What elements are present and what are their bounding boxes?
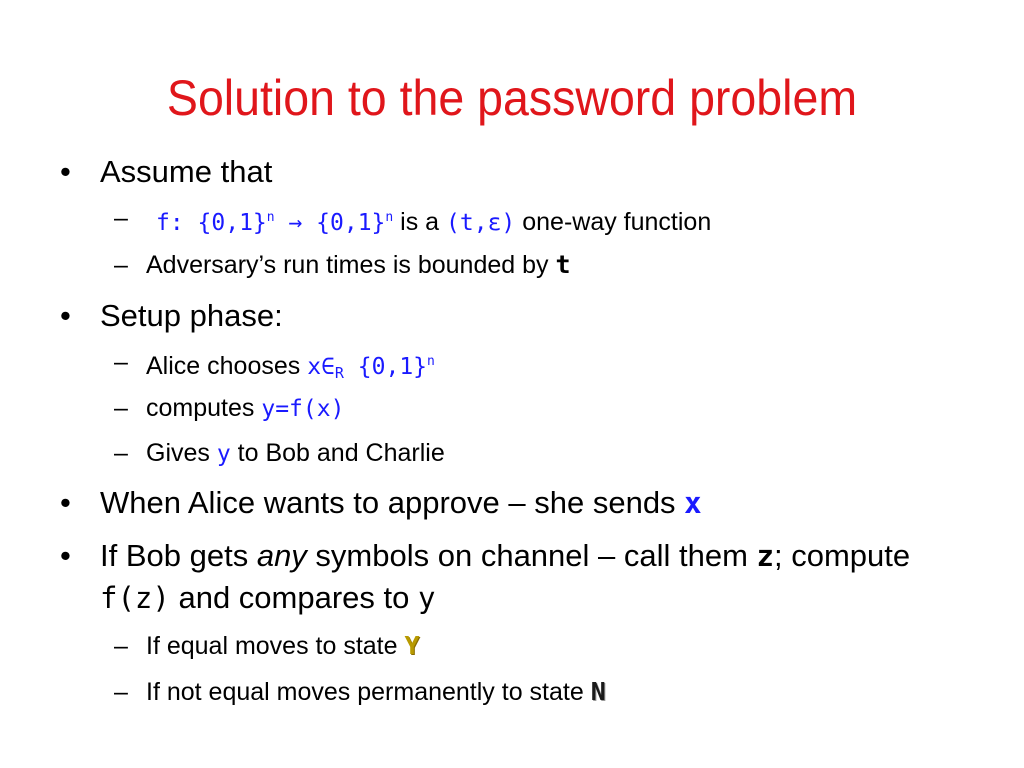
bullet-approve — [60, 483, 702, 523]
bullet-text: Setup phase: — [100, 298, 283, 333]
subitem-text: is a — [400, 208, 447, 236]
emphasis-any: any — [256, 538, 307, 573]
var-z: z — [756, 539, 775, 573]
slide-title: Solution to the password problem — [166, 70, 858, 126]
bullet-text: When Alice wants to approve – she sends — [100, 485, 685, 520]
state-n: N — [590, 677, 606, 706]
subitem-text-tail: one-way function — [515, 208, 712, 236]
dash-icon: – — [114, 204, 128, 232]
var-x: x — [684, 486, 702, 520]
subitem-not-equal — [114, 675, 606, 709]
subitem-text: If not equal moves permanently to state — [146, 678, 591, 706]
subitem-adversary — [114, 248, 571, 282]
dash-icon: – — [114, 632, 128, 660]
bullet-icon: • — [60, 538, 71, 573]
function-signature: f: $\{0,1\}^n \to \{0,1\}^n$ — [156, 210, 394, 236]
state-y: Y — [404, 631, 420, 660]
bullet-text-mid: symbols on channel – call them — [306, 538, 757, 573]
bullet-assume — [60, 152, 273, 192]
bullet-bob-continued — [100, 578, 435, 618]
subitem-computes — [114, 391, 345, 426]
random-choice-expr: $x\in_R$ $\{0,1\}^n$ — [307, 354, 435, 382]
dash-icon: – — [114, 439, 128, 467]
dash-icon: – — [114, 348, 128, 376]
bullet-bob — [60, 536, 911, 576]
time-bound: t — [555, 250, 571, 279]
subitem-gives — [114, 436, 445, 471]
bullet-text: If Bob gets — [100, 538, 257, 573]
var-y: y — [216, 441, 231, 467]
bullet-icon: • — [60, 154, 71, 189]
tepsilon-params: (t,ε) — [446, 210, 516, 236]
subitem-function-def — [114, 201, 712, 240]
subitem-text: Gives — [146, 439, 217, 467]
expr-fz: f(z) — [100, 581, 170, 615]
bullet-setup — [60, 296, 283, 336]
dash-icon: – — [114, 251, 128, 279]
bullet-icon: • — [60, 298, 71, 333]
bullet-text-cmp: and compares to — [169, 580, 418, 615]
subitem-text-tail: to Bob and Charlie — [230, 439, 445, 467]
subitem-alice-chooses — [114, 345, 435, 390]
var-y-compare: y — [417, 581, 436, 615]
bullet-icon: • — [60, 485, 71, 520]
bullet-text-post: ; compute — [774, 538, 911, 573]
subitem-text: If equal moves to state — [146, 632, 405, 660]
compute-expr: y=f(x) — [261, 396, 345, 422]
bullet-text: Assume that — [100, 154, 273, 189]
dash-icon: – — [114, 678, 128, 706]
subitem-text: computes — [146, 394, 262, 422]
subitem-equal — [114, 629, 420, 663]
subitem-text: Adversary’s run times is bounded by — [146, 251, 556, 279]
subitem-text: Alice chooses — [146, 352, 308, 380]
dash-icon: – — [114, 394, 128, 422]
